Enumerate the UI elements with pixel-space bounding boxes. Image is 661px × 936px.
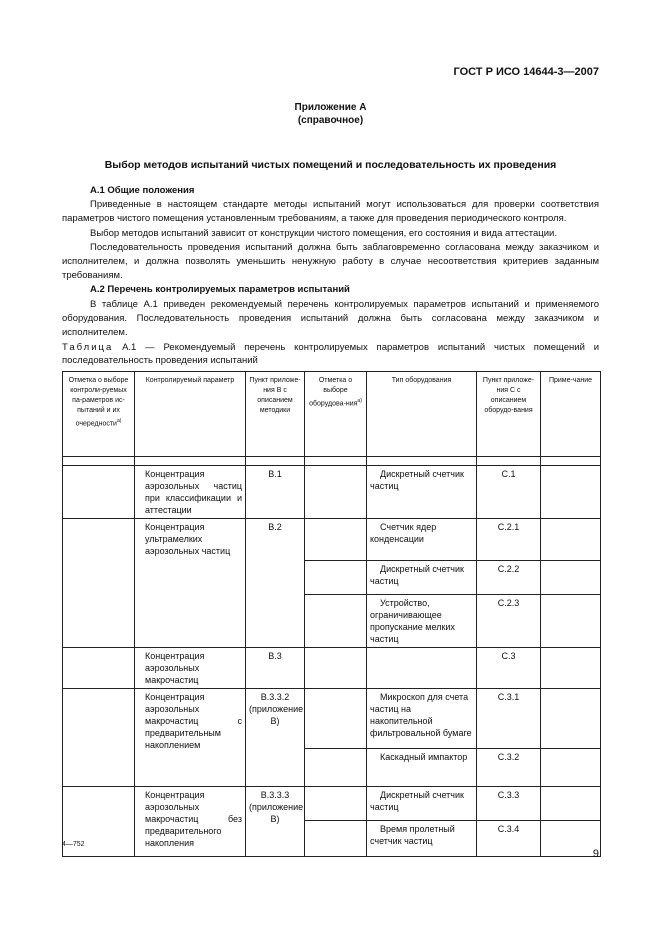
header-equipment-type: Тип оборудования [367, 372, 477, 457]
note-cell [541, 648, 601, 689]
method-cell: В.2 [246, 519, 305, 648]
equipment-cell: Микроскоп для счета частиц на накопительной фильтровальной бумаге [367, 689, 477, 749]
appendix-subtitle: (справочное) [297, 115, 364, 126]
clause-cell: С.3 [477, 648, 541, 689]
clause-cell: С.2.3 [477, 595, 541, 648]
appendix-title: Приложение А [294, 102, 367, 113]
clause-cell: С.3.2 [477, 749, 541, 787]
clause-cell: С.3.1 [477, 689, 541, 749]
body-text [62, 184, 599, 340]
equipment-cell: Дискретный счетчик частиц [367, 787, 477, 821]
note-cell [541, 466, 601, 519]
table-row [63, 466, 601, 519]
table-caption-number: А.1 [122, 342, 137, 353]
clause-cell: С.3.4 [477, 821, 541, 857]
parameter-cell: Концентрация аэрозольных макрочастиц без предварительного накопления [135, 787, 246, 857]
header-equipment-mark: Отметка о выборе оборудова-ния$^{а)}$ [305, 372, 367, 457]
main-heading: Выбор методов испытаний чистых помещений и последовательность их проведения [104, 159, 557, 171]
method-cell: В.3.3.3 (приложение В) [246, 787, 305, 857]
table-row [63, 787, 601, 821]
parameter-cell: Концентрация ультрамелких аэрозольных частиц [135, 519, 246, 648]
document-code: ГОСТ Р ИСО 14644-3—2007 [453, 66, 599, 78]
equipment-cell [367, 648, 477, 689]
selection-cell [63, 648, 135, 689]
appendix-title-block [0, 101, 661, 127]
section-a1-paragraph-1: Приведенные в настоящем стандарте методы испытаний могут использоваться для проверки соответствия параметров чистого помещения установленным требованиям, а также для проведения периодического контроля. [62, 199, 599, 225]
parameters-table [62, 371, 601, 857]
table-row [63, 648, 601, 689]
method-cell: В.3.3.2 (приложение В) [246, 689, 305, 787]
clause-cell: С.2.1 [477, 519, 541, 561]
parameter-cell: Концентрация аэрозольных макрочастиц [135, 648, 246, 689]
parameter-cell: Концентрация аэрозольных макрочастиц с предварительным накоплением [135, 689, 246, 787]
equipment-cell: Дискретный счетчик частиц [367, 466, 477, 519]
clause-cell: С.2.2 [477, 561, 541, 595]
header-note: Приме-чание [541, 372, 601, 457]
section-a1-paragraph-3: Последовательность проведения испытаний должна быть заблаговременно согласована между заказчиком и исполнителем, и должна позволять уменьшить ненужную работу в случае несоответствия критериев заданным требованиям. [62, 241, 599, 282]
header-selection-mark: Отметка о выборе контроли-руемых па-раметров ис-пытаний и их очередности$^{а)}$ [63, 372, 135, 457]
note-cell [541, 787, 601, 821]
equipment-mark-cell [305, 561, 367, 595]
header-method-clause: Пункт приложе-ния В с описанием методики [246, 372, 305, 457]
equipment-mark-cell [305, 648, 367, 689]
selection-cell [63, 519, 135, 648]
footer-code: 4—752 [62, 841, 85, 848]
header-parameter: Контролируемый параметр [135, 372, 246, 457]
table-row [63, 689, 601, 749]
section-a2-heading: А.2 Перечень контролируемых параметров испытаний [90, 284, 350, 296]
selection-cell [63, 689, 135, 787]
equipment-cell: Счетчик ядер конденсации [367, 519, 477, 561]
table-caption [62, 341, 599, 367]
note-cell [541, 749, 601, 787]
clause-cell: С.3.3 [477, 787, 541, 821]
equipment-cell: Дискретный счетчик частиц [367, 561, 477, 595]
table-header-row [63, 372, 601, 457]
note-cell [541, 595, 601, 648]
section-a1-paragraph-2: Выбор методов испытаний зависит от конструкции чистого помещения, его состояния и вида аттестации. [90, 227, 557, 239]
equipment-cell: Устройство, ограничивающее пропускание мелких частиц [367, 595, 477, 648]
section-a2-paragraph-1: В таблице А.1 приведен рекомендуемый перечень контролируемых параметров испытаний и применяемого оборудования. Последовательность проведения испытаний должна быть согласована между заказчиком и исполнителем. [62, 298, 599, 339]
method-cell: В.3 [246, 648, 305, 689]
equipment-mark-cell [305, 595, 367, 648]
equipment-cell: Каскадный импактор [367, 749, 477, 787]
equipment-mark-cell [305, 821, 367, 857]
parameter-cell: Концентрация аэрозольных частиц при классификации и аттестации [135, 466, 246, 519]
table-spacer-row [63, 457, 601, 466]
note-cell [541, 561, 601, 595]
table-caption-text: — Рекомендуемый перечень контролируемых параметров испытаний чистых помещений и последовательность проведения испытаний [62, 342, 600, 366]
note-cell [541, 821, 601, 857]
clause-cell: С.1 [477, 466, 541, 519]
equipment-mark-cell [305, 689, 367, 749]
equipment-mark-cell [305, 519, 367, 561]
note-cell [541, 519, 601, 561]
equipment-mark-cell [305, 466, 367, 519]
header-equipment-clause: Пункт приложе-ния С с описанием оборудо-вания [477, 372, 541, 457]
selection-cell [63, 466, 135, 519]
page-number: 9 [592, 848, 599, 860]
table-row [63, 519, 601, 561]
section-a1-heading: А.1 Общие положения [90, 185, 195, 196]
table-caption-label: Таблица [62, 342, 114, 353]
equipment-mark-cell [305, 787, 367, 821]
equipment-mark-cell [305, 749, 367, 787]
note-cell [541, 689, 601, 749]
equipment-cell: Время пролетный счетчик частиц [367, 821, 477, 857]
method-cell: В.1 [246, 466, 305, 519]
